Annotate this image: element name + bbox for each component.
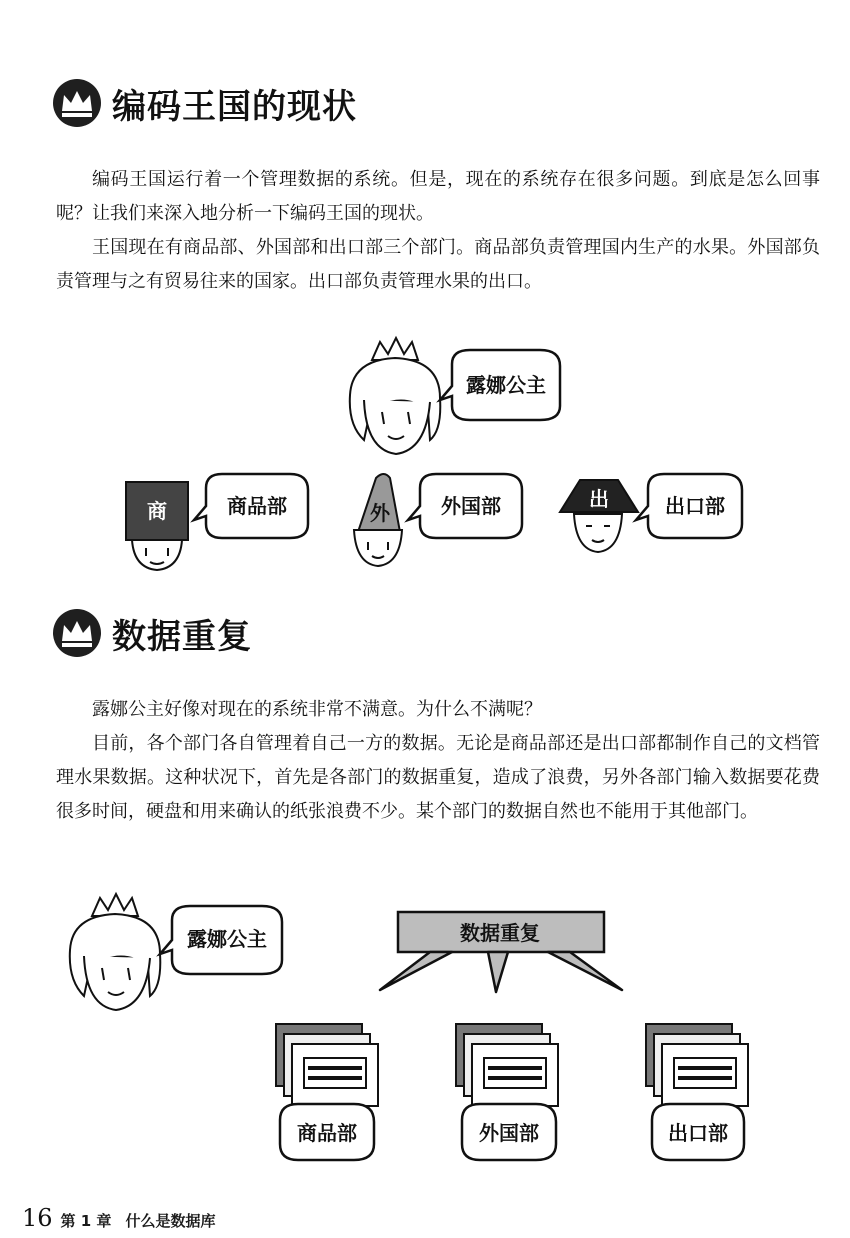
section-heading-status — [52, 78, 357, 128]
department-figure-export — [560, 480, 638, 552]
princess-label: 露娜公主 — [187, 927, 267, 951]
department-label: 出口部 — [665, 494, 725, 518]
hat-label: 商 — [147, 499, 167, 523]
crown-icon — [52, 608, 102, 658]
princess-figure — [70, 894, 161, 1010]
department-speech-bubble — [636, 474, 742, 538]
figure-departments — [0, 320, 850, 590]
chapter-title: 什么是数据库 — [125, 1212, 216, 1230]
section-title: 数据重复 — [112, 616, 252, 657]
department-speech-bubble — [408, 474, 522, 538]
princess-label: 露娜公主 — [466, 373, 546, 397]
section-title: 编码王国的现状 — [112, 86, 357, 127]
chapter-number: 第 1 章 — [60, 1212, 112, 1230]
duplication-banner — [380, 912, 622, 992]
department-label: 商品部 — [227, 494, 287, 518]
document-stack — [646, 1024, 748, 1106]
section-heading-duplication — [52, 608, 252, 658]
figure-data-duplication — [0, 880, 850, 1170]
department-figure-goods — [126, 482, 188, 570]
department-label-bubble — [462, 1104, 556, 1160]
department-label: 出口部 — [668, 1121, 728, 1145]
paragraph: 目前，各个部门各自管理着自己一方的数据。无论是商品部还是出口部都制作自己的文档管理水果数据。这种状况下，首先是各部门的数据重复，造成了浪费，另外各部门输入数据要花费很多时间，硬盘和用来确认的纸张浪费不少。某个部门的数据自然也不能用于其他部门。 — [56, 733, 820, 822]
department-label: 商品部 — [297, 1121, 357, 1145]
section-body — [56, 163, 820, 299]
paragraph: 王国现在有商品部、外国部和出口部三个部门。商品部负责管理国内生产的水果。外国部负责管理与之有贸易往来的国家。出口部负责管理水果的出口。 — [56, 237, 820, 292]
document-stack — [276, 1024, 378, 1106]
department-figure-foreign — [354, 474, 402, 566]
department-label-bubble — [280, 1104, 374, 1160]
hat-label: 出 — [589, 487, 609, 511]
princess-figure — [350, 338, 441, 454]
princess-speech-bubble — [160, 906, 282, 974]
page-number: 16 — [22, 1204, 53, 1232]
princess-speech-bubble — [440, 350, 560, 420]
page-footer — [22, 1204, 215, 1232]
hat-label: 外 — [370, 501, 390, 525]
department-label-bubble — [652, 1104, 744, 1160]
paragraph: 露娜公主好像对现在的系统非常不满意。为什么不满呢？ — [92, 699, 542, 720]
crown-icon — [52, 78, 102, 128]
document-stack — [456, 1024, 558, 1106]
paragraph: 编码王国运行着一个管理数据的系统。但是，现在的系统存在很多问题。到底是怎么回事呢？让我们来深入地分析一下编码王国的现状。 — [56, 169, 820, 224]
department-label: 外国部 — [479, 1121, 539, 1145]
section-body — [56, 693, 820, 829]
department-label: 外国部 — [441, 494, 501, 518]
banner-label: 数据重复 — [460, 921, 540, 945]
department-speech-bubble — [194, 474, 308, 538]
